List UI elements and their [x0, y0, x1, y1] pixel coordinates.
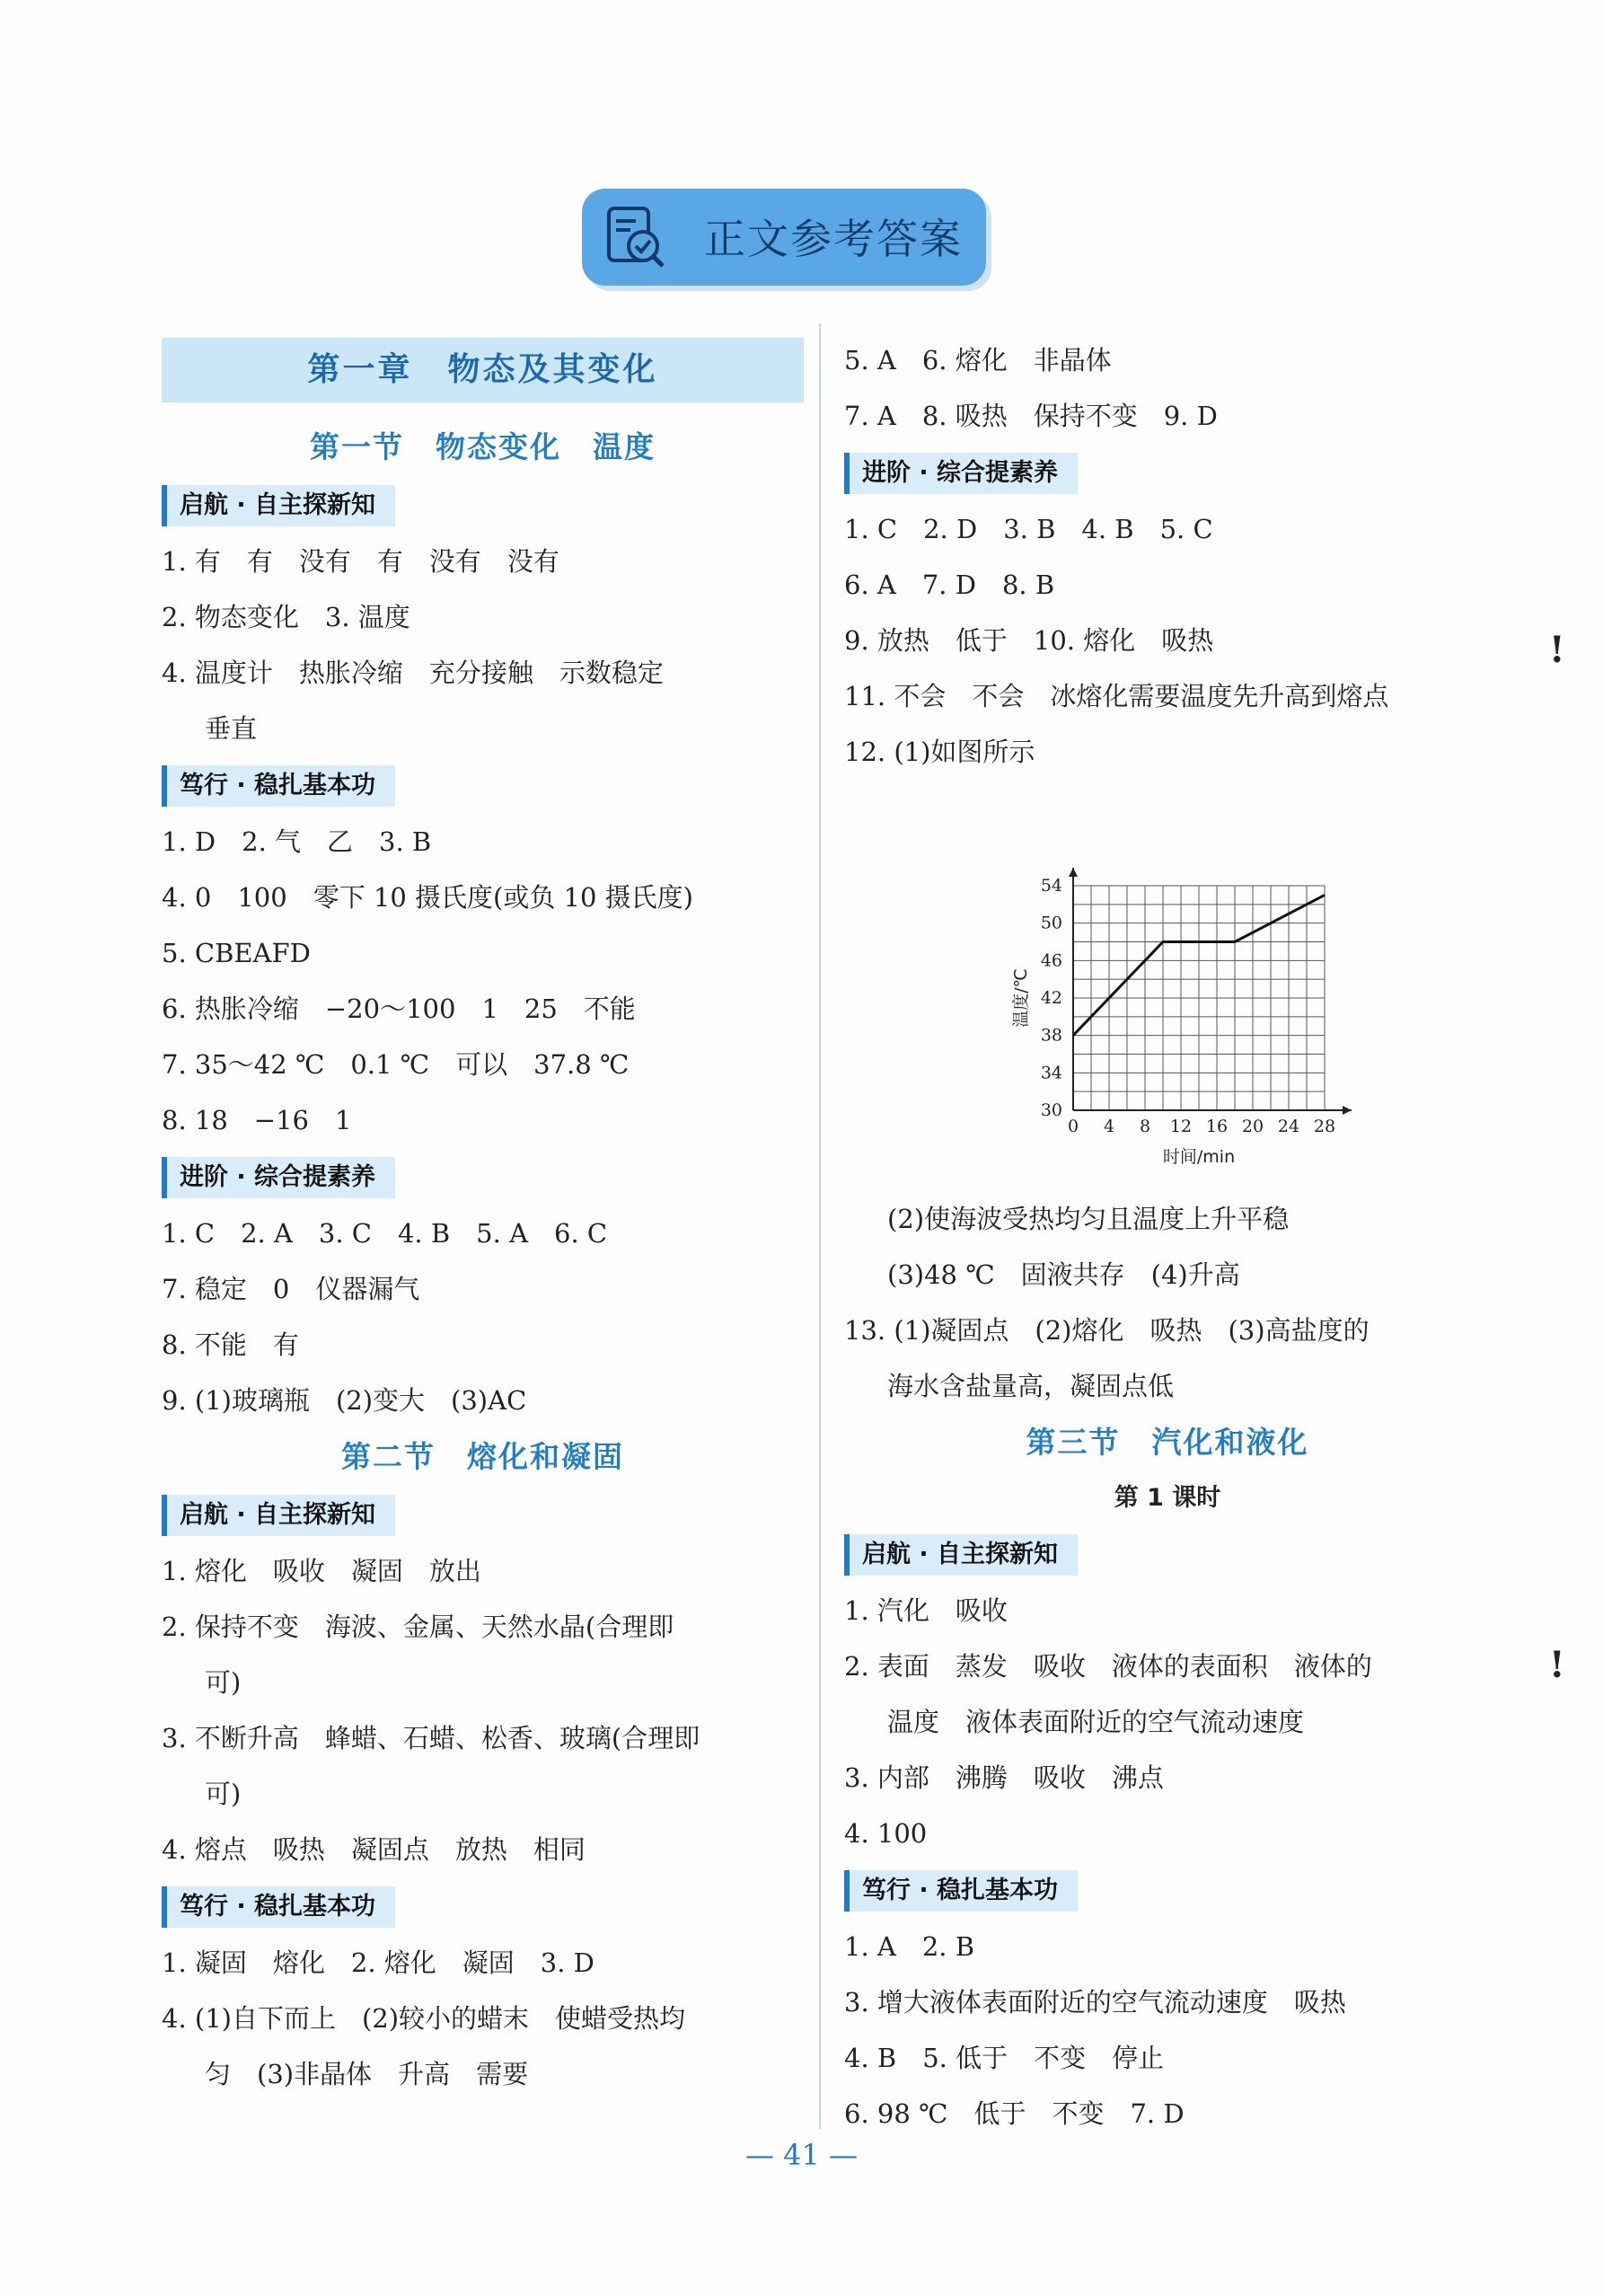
category-label: 启航 · 自主探新知 [162, 485, 395, 526]
answer-line-continued: (3)48 ℃ 固液共存 (4)升高 [887, 1259, 1240, 1290]
x-tick-label: 4 [1103, 1117, 1115, 1136]
answer-line: 3. 增大液体表面附近的空气流动速度 吸热 [844, 1987, 1346, 2018]
x-axis-label: 时间/min [1162, 1147, 1236, 1167]
section-title-3: 第三节 汽化和液化 [1026, 1425, 1309, 1460]
answer-line: 2. 物态变化 3. 温度 [162, 602, 410, 632]
answer-line-continued: 可) [205, 1667, 242, 1698]
answer-line: 4. 熔点 吸热 凝固点 放热 相同 [162, 1834, 586, 1865]
y-tick-label: 50 [1040, 913, 1062, 933]
answer-line: 9. (1)玻璃瓶 (2)变大 (3)AC [162, 1385, 527, 1416]
answer-line: 8. 不能 有 [162, 1329, 299, 1360]
answer-line: 9. 放热 低于 10. 熔化 吸热 [844, 625, 1214, 656]
category-label: 笃行 · 稳扎基本功 [162, 765, 395, 807]
y-tick-label: 30 [1040, 1100, 1062, 1120]
category-label: 启航 · 自主探新知 [844, 1534, 1078, 1576]
answer-line: 1. A 2. B [844, 1931, 975, 1962]
y-tick-label: 46 [1040, 950, 1062, 971]
category-label: 笃行 · 稳扎基本功 [844, 1870, 1078, 1912]
answer-line: 6. A 7. D 8. B [844, 570, 1055, 600]
answer-line: 1. 熔化 吸收 凝固 放出 [162, 1556, 481, 1586]
chapter-title: 第一章 物态及其变化 [162, 338, 804, 402]
category-label: 进阶 · 综合提素养 [162, 1157, 395, 1198]
y-tick-label: 34 [1040, 1063, 1062, 1083]
x-tick-label: 24 [1277, 1117, 1300, 1136]
answer-line-continued: 温度 液体表面附近的空气流动速度 [887, 1707, 1305, 1737]
answer-line: 3. 内部 沸腾 吸收 沸点 [844, 1762, 1164, 1793]
left-column [162, 332, 804, 2102]
x-tick-label: 0 [1067, 1117, 1079, 1136]
x-tick-label: 20 [1241, 1117, 1264, 1136]
x-tick-label: 8 [1139, 1117, 1151, 1136]
page-number: — 41 — [744, 2138, 859, 2172]
answer-line-continued: 海水含盐量高，凝固点低 [887, 1371, 1175, 1401]
answer-line: 6. 98 ℃ 低于 不变 7. D [844, 2098, 1185, 2129]
chart-svg [1001, 787, 1361, 1191]
answer-line: 8. 18 −16 1 [162, 1105, 352, 1135]
answer-line: 7. 稳定 0 仪器漏气 [162, 1274, 420, 1304]
answer-line: 1. 有 有 没有 有 没有 没有 [162, 546, 559, 577]
category-label: 进阶 · 综合提素养 [844, 453, 1078, 494]
answer-line: 3. 不断升高 蜂蜡、石蜡、松香、玻璃(合理即 [162, 1723, 700, 1753]
answer-line-continued: 匀 (3)非晶体 升高 需要 [205, 2059, 529, 2089]
answer-line: 6. 热胀冷缩 −20～100 1 25 不能 [162, 993, 636, 1024]
banner-title: 正文参考答案 [704, 215, 963, 263]
answer-line: 4. 温度计 热胀冷缩 充分接触 示数稳定 [162, 658, 664, 688]
answer-line: 2. 表面 蒸发 吸收 液体的表面积 液体的 [844, 1651, 1372, 1682]
answer-line: 4. B 5. 低于 不变 停止 [844, 2043, 1165, 2073]
answer-line: 4. 100 [844, 1818, 928, 1849]
y-axis-label: 温度/℃ [1011, 968, 1031, 1028]
answer-line: 4. 0 100 零下 10 摄氏度(或负 10 摄氏度) [162, 882, 693, 913]
document-check-icon [598, 201, 670, 273]
answer-line: 11. 不会 不会 冰熔化需要温度先升高到熔点 [844, 681, 1389, 711]
y-tick-label: 42 [1040, 988, 1062, 1008]
x-tick-label: 16 [1205, 1117, 1229, 1136]
category-label: 启航 · 自主探新知 [162, 1495, 395, 1536]
x-tick-label: 28 [1313, 1117, 1336, 1136]
answer-line: 7. A 8. 吸热 保持不变 9. D [844, 401, 1218, 431]
answer-line-continued: 垂直 [205, 713, 258, 744]
category-label: 笃行 · 稳扎基本功 [162, 1886, 395, 1928]
answer-line: 4. (1)自下而上 (2)较小的蜡末 使蜡受热均 [162, 2003, 686, 2034]
answer-line: 5. CBEAFD [162, 938, 311, 968]
answer-line: 7. 35～42 ℃ 0.1 ℃ 可以 37.8 ℃ [162, 1049, 630, 1080]
scan-mark: ! [1549, 1644, 1565, 1686]
section-title-2: 第二节 熔化和凝固 [341, 1439, 624, 1474]
answer-line: 1. D 2. 气 乙 3. B [162, 826, 432, 857]
column-divider [819, 323, 821, 2129]
answer-line: 13. (1)凝固点 (2)熔化 吸热 (3)高盐度的 [844, 1315, 1370, 1346]
answer-line: 5. A 6. 熔化 非晶体 [844, 345, 1112, 375]
answer-line-continued: (2)使海波受热均匀且温度上升平稳 [887, 1204, 1290, 1234]
right-column [844, 332, 1491, 2141]
section-title-1: 第一节 物态变化 温度 [310, 429, 656, 464]
answer-line: 1. 汽化 吸收 [844, 1595, 1008, 1626]
y-tick-label: 38 [1040, 1025, 1062, 1046]
y-axis-arrow [1069, 868, 1078, 877]
x-axis-arrow [1343, 1106, 1352, 1115]
temperature-time-chart [844, 787, 1491, 1191]
lesson-title: 第 1 课时 [1114, 1484, 1221, 1512]
answer-line-continued: 可) [205, 1779, 242, 1809]
answer-line: 1. C 2. A 3. C 4. B 5. A 6. C [162, 1218, 608, 1249]
answer-line: 1. 凝固 熔化 2. 熔化 凝固 3. D [162, 1947, 595, 1978]
x-tick-label: 12 [1169, 1117, 1193, 1136]
answer-line: 2. 保持不变 海波、金属、天然水晶(合理即 [162, 1612, 674, 1642]
answer-banner [582, 189, 986, 286]
answer-line: 12. (1)如图所示 [844, 737, 1035, 767]
answer-line: 1. C 2. D 3. B 4. B 5. C [844, 514, 1213, 544]
scan-mark: ! [1549, 629, 1565, 671]
y-tick-label: 54 [1040, 876, 1062, 896]
